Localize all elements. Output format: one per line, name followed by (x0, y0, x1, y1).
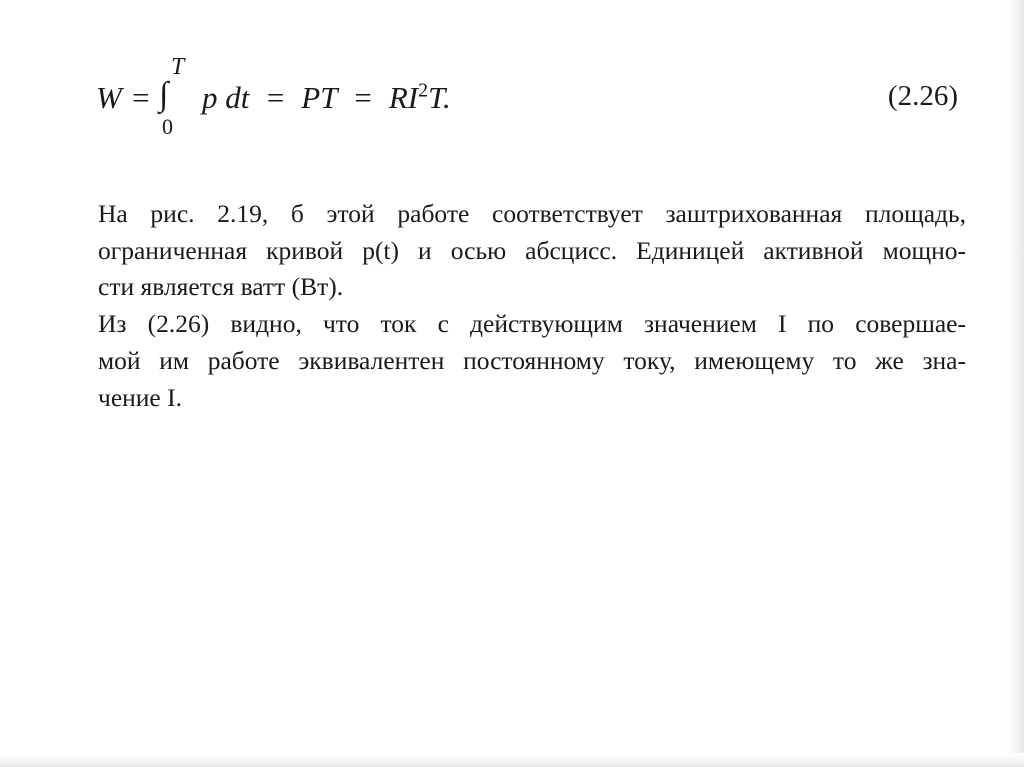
paragraph-1-line-2: ограниченная кривой p(t) и осью абсцисс. Единицей активной мощно- (98, 235, 966, 265)
integral-upper-limit: T (171, 54, 185, 80)
page-edge-right (1006, 0, 1024, 767)
page-edge-bottom (0, 753, 1024, 767)
equation-number: (2.26) (887, 80, 958, 112)
formula-rhs-part1: p dt = PT = RI (202, 80, 419, 115)
formula-equals: = (132, 80, 150, 115)
equation-2-26 (96, 54, 966, 148)
formula-rhs (202, 80, 451, 116)
formula-rhs-part2: T. (428, 80, 451, 115)
integral-lower-limit: 0 (162, 114, 173, 139)
paragraph-1-line-3: сти является ватт (Вт). (98, 272, 344, 302)
paragraph-1 (98, 196, 966, 306)
body-text (98, 196, 966, 416)
paragraph-2-line-3: чение I. (98, 382, 182, 412)
integral-sign: ∫ (159, 76, 169, 113)
paragraph-2-line-1: Из (2.26) видно, что ток с действующим значением I по совершае- (98, 309, 966, 339)
paragraph-2-line-2: мой им работе эквивалентен постоянному току, имеющему то же зна- (98, 345, 966, 375)
formula-lhs: W (96, 80, 122, 115)
paragraph-1-line-1: На рис. 2.19, б этой работе соответствует заштрихованная площадь, (98, 199, 966, 228)
formula-rhs-exponent: 2 (418, 79, 429, 102)
paragraph-2 (98, 306, 966, 416)
